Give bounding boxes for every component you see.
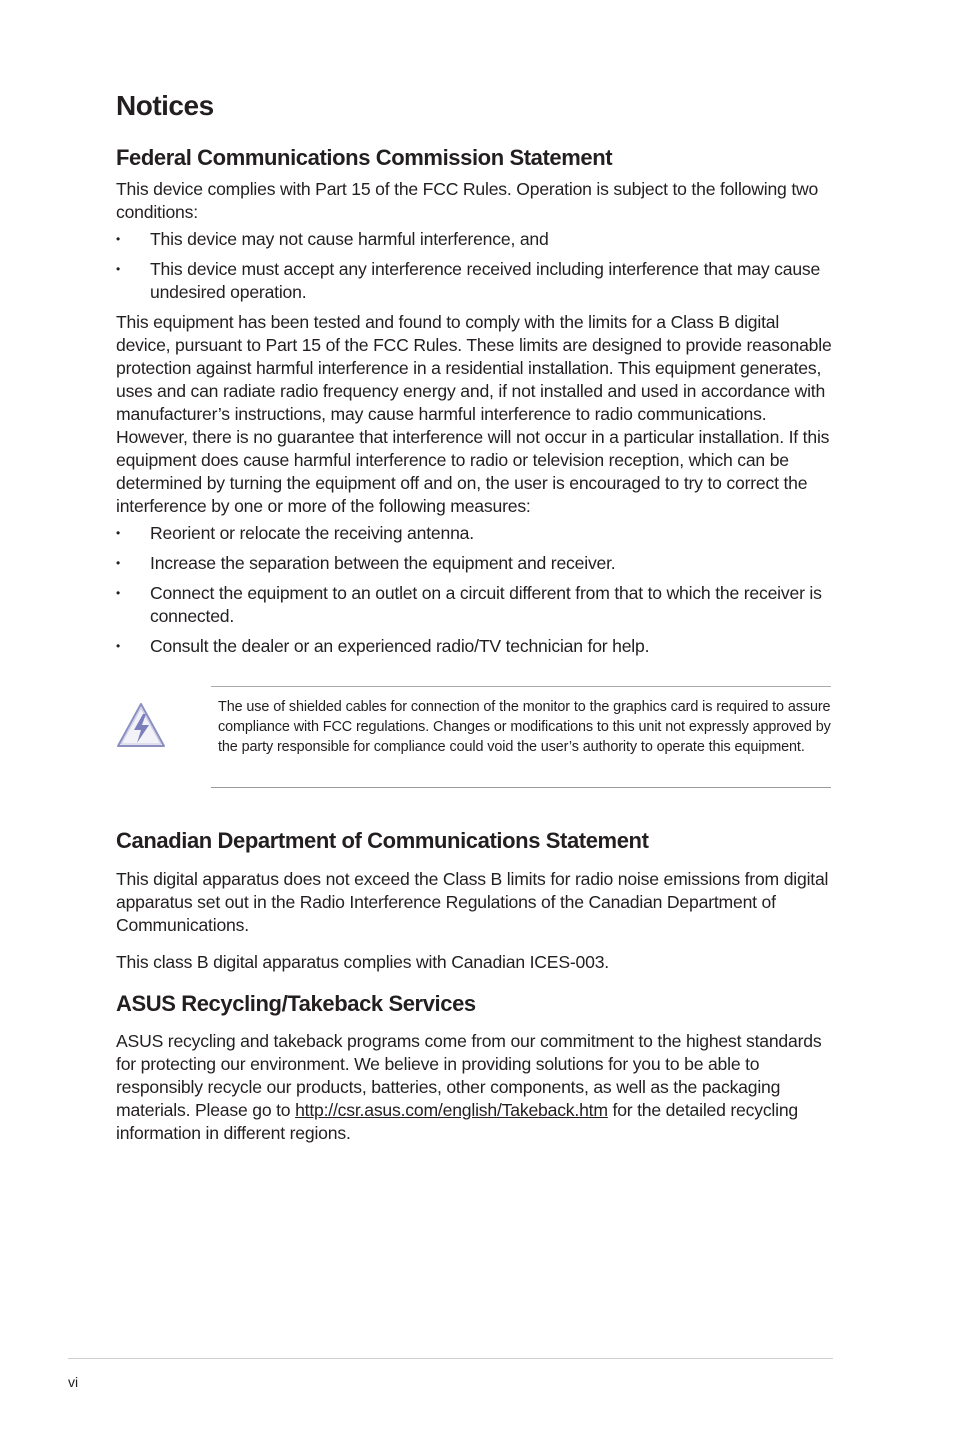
page-title: Notices [116, 90, 214, 121]
takeback-link[interactable]: http://csr.asus.com/english/Takeback.htm [295, 1100, 608, 1120]
list-item: • Connect the equipment to an outlet on a circuit different from that to which the receiver is connected. [116, 583, 822, 626]
warning-text: The use of shielded cables for connection of the monitor to the graphics card is required to assure compliance with FCC regulations. Changes or modifications to this unit not expressly approved by the party responsible for compliance could void the user’s authority to operate this equipment. [218, 699, 831, 756]
canadian-section [116, 868, 834, 974]
bullet: • [116, 526, 121, 540]
fcc-heading: Federal Communications Commission Statement [116, 145, 613, 170]
canadian-paragraph-2: This class B digital apparatus complies with Canadian ICES-003. [116, 952, 609, 972]
warning-note [116, 686, 832, 788]
canadian-heading: Canadian Department of Communications Statement [116, 828, 649, 853]
fcc-measures-list [116, 522, 834, 658]
recycling-heading: ASUS Recycling/Takeback Services [116, 991, 476, 1016]
recycling-section [116, 1030, 834, 1145]
warning-box [211, 686, 831, 788]
footer-divider [68, 1358, 833, 1359]
bullet: • [116, 262, 121, 276]
bullet: • [116, 556, 121, 570]
bullet: • [116, 232, 121, 246]
list-item: • This device must accept any interference received including interference that may cause undesired operation. [116, 259, 821, 302]
fcc-intro: This device complies with Part 15 of the FCC Rules. Operation is subject to the following two conditions: [116, 179, 819, 222]
warning-lightning-icon [116, 702, 166, 748]
list-item: • Consult the dealer or an experienced radio/TV technician for help. [116, 636, 650, 656]
canadian-paragraph-1: This digital apparatus does not exceed the Class B limits for radio noise emissions from digital apparatus set out in the Radio Interference Regulations of the Canadian Department of Communications. [116, 869, 829, 935]
page-number: vi [68, 1374, 79, 1390]
list-item: • Reorient or relocate the receiving antenna. [116, 523, 474, 543]
fcc-section [116, 178, 834, 665]
list-item: • Increase the separation between the equipment and receiver. [116, 553, 616, 573]
fcc-conditions-list [116, 228, 834, 304]
list-item: • This device may not cause harmful interference, and [116, 229, 549, 249]
bullet: • [116, 639, 121, 653]
recycling-paragraph: ASUS recycling and takeback programs come from our commitment to the highest standards for protecting our environment. We believe in providing solutions for you to be able to responsibly recycle our products, batteries, other components, as well as the packaging materials. Please go to http://csr.asus.com/english/Takeback.htm for the detailed recycling information in different regions. [116, 1031, 822, 1143]
fcc-paragraph: This equipment has been tested and found to comply with the limits for a Class B digital device, pursuant to Part 15 of the FCC Rules. These limits are designed to provide reasonable protection against harmful interference in a residential installation. This equipment generates, uses and can radiate radio frequency energy and, if not installed and used in accordance with manufacturer’s instructions, may cause harmful interference to radio communications. However, there is no guarantee that interference will not occur in a particular installation. If this equipment does cause harmful interference to radio or television reception, which can be determined by turning the equipment off and on, the user is encouraged to try to correct the interference by one or more of the following measures: [116, 312, 832, 516]
bullet: • [116, 586, 121, 600]
